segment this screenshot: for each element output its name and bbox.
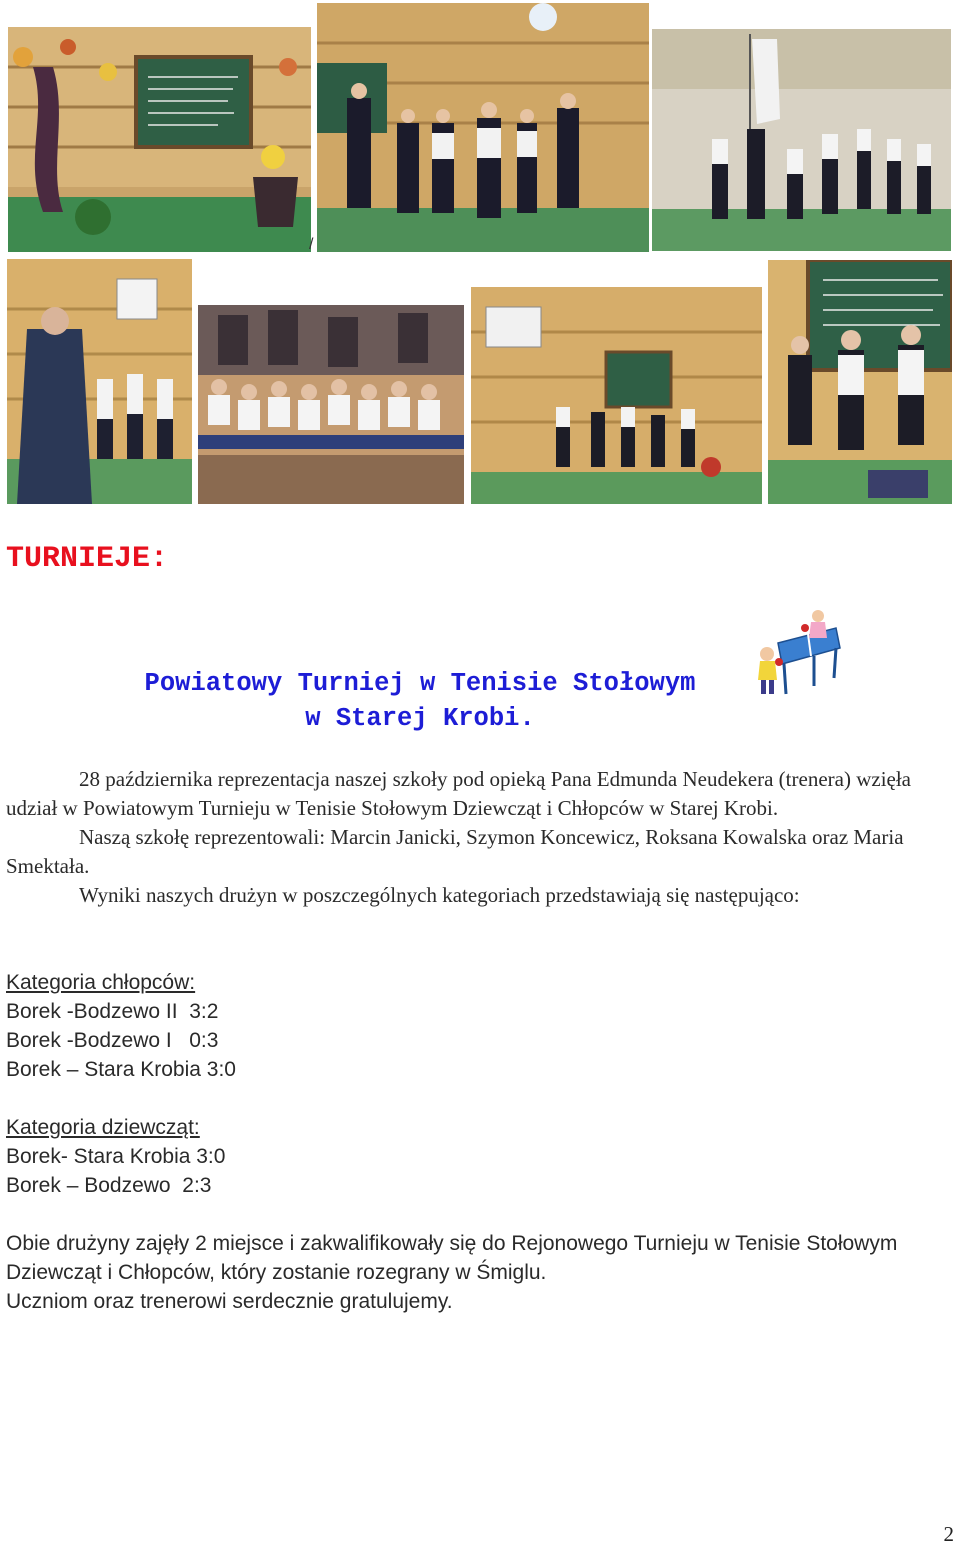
table-tennis-clipart bbox=[748, 608, 844, 698]
closing-qualification: Obie drużyny zajęły 2 miejsce i zakwalifikowały się do Rejonowego Turnieju w Tenisie Stołowym Dziewcząt i Chłopców, który zostanie rozegrany w Śmiglu. bbox=[6, 1232, 898, 1284]
paragraph-team: Naszą szkołę reprezentowali: Marcin Janicki, Szymon Koncewicz, Roksana Kowalska oraz Maria Smektała. bbox=[6, 825, 904, 878]
photo-teacher-with-students bbox=[7, 259, 192, 504]
girls-category-heading: Kategoria dziewcząt: bbox=[6, 1116, 200, 1139]
boys-result-3: Borek – Stara Krobia 3:0 bbox=[6, 1058, 236, 1081]
article-body bbox=[6, 765, 956, 910]
section-heading: TURNIEJE: bbox=[6, 542, 169, 576]
closing-congratulations: Uczniom oraz trenerowi serdecznie gratulujemy. bbox=[6, 1290, 453, 1313]
boys-result-1: Borek -Bodzewo II 3:2 bbox=[6, 1000, 219, 1023]
girls-result-1: Borek- Stara Krobia 3:0 bbox=[6, 1145, 226, 1168]
boys-result-2: Borek -Bodzewo I 0:3 bbox=[6, 1029, 219, 1052]
photo-students-seated bbox=[198, 305, 464, 504]
photo-classroom-decor bbox=[8, 27, 314, 253]
separator-mark: / bbox=[309, 236, 314, 253]
boys-category-heading: Kategoria chłopców: bbox=[6, 971, 196, 994]
photo-girls-reading bbox=[768, 260, 952, 504]
article-title-line2: w Starej Krobi. bbox=[305, 704, 535, 733]
article-title bbox=[100, 666, 740, 736]
photo-students-with-banner bbox=[652, 29, 951, 251]
paragraph-results-intro: Wyniki naszych drużyn w poszczególnych kategoriach przedstawiają się następująco: bbox=[79, 883, 800, 907]
photo-students-performing bbox=[471, 287, 762, 504]
article-title-line1: Powiatowy Turniej w Tenisie Stołowym bbox=[144, 669, 696, 698]
paragraph-intro: 28 października reprezentacja naszej szkoły pod opieką Pana Edmunda Neudekera (trenera) wzięła udział w Powiatowym Turnieju w Tenisie Stołowym Dziewcząt i Chłopców w Starej Krobi. bbox=[6, 767, 912, 820]
page-number: 2 bbox=[943, 1522, 954, 1546]
results-section bbox=[6, 968, 956, 1316]
photo-students-reciting bbox=[317, 3, 649, 252]
girls-result-2: Borek – Bodzewo 2:3 bbox=[6, 1174, 212, 1197]
